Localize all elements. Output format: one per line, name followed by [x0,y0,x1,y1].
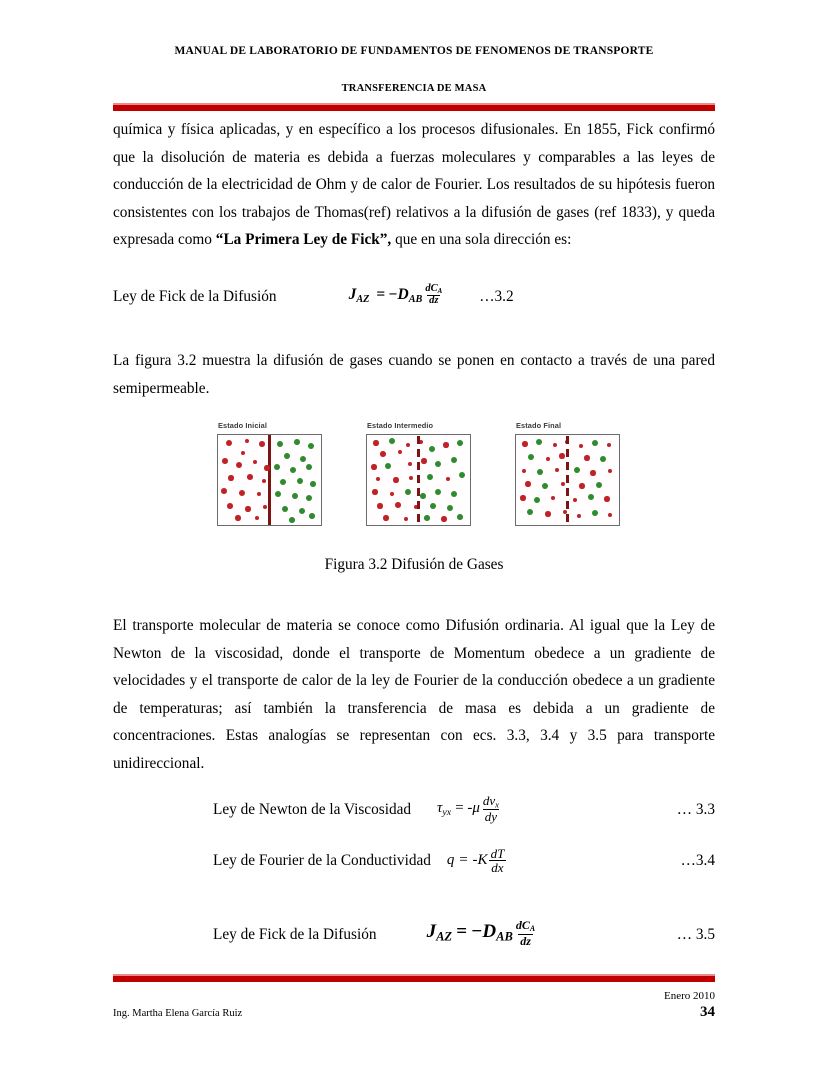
divider-dash [417,462,420,470]
equation-3-2-number: …3.2 [479,288,514,306]
figure-panel-1-divider [268,435,271,525]
particle-green [290,467,296,473]
divider-dash [566,501,569,509]
particle-green [292,493,298,499]
equation-row-3-2 [113,281,715,313]
particle-green [309,513,315,519]
particle-green [542,483,548,489]
particle-red [380,451,386,457]
figure-3-2 [113,420,715,535]
particle-red [264,465,269,470]
particle-red [525,481,530,486]
particle-green [300,456,306,462]
particle-red [226,440,232,446]
particle-green [282,506,288,512]
footer-page-number: 34 [700,1004,715,1020]
equation-row-3-4 [113,834,715,888]
particle-green [600,456,606,462]
equation-row-3-5 [113,908,715,962]
particle-green [435,461,441,467]
figure-panel-2-label: Estado Intermedio [367,421,434,430]
particle-green [592,510,598,516]
divider-dash [566,449,569,457]
particle-red [239,490,245,496]
particle-green [588,494,594,500]
equations-block [113,786,715,962]
particle-green [405,489,411,495]
particle-green [424,515,430,521]
paragraph-1-text-b: que en una sola dirección es: [391,231,572,249]
divider-dash [417,475,420,483]
document-body-lower [113,612,715,778]
particle-green [528,454,534,460]
divider-dash [566,514,569,522]
particle-red [393,477,398,482]
equation-3-2-expression: $J_{AZ} = -D_{AB}$ $\frac{dC_A}{dz}$ [348,283,443,307]
particle-green [457,514,463,520]
paragraph-3: El transporte molecular de materia se conoce como Difusión ordinaria. Al igual que la Ley de Newton de la viscosidad, donde el transporte de Momentum obedece a un gradiente de velocidades y el transporte de calor de la ley de Fourier de la conducción obedece a un gradiente de temperaturas; así también la transferencia de masa es debida a un gradiente de concentraciones. Estas analogías se representan con ecs. 3.3, 3.4 y 3.5 para transporte unidireccional. [113,617,715,772]
particle-green [451,491,457,497]
particle-green [430,503,436,509]
particle-green [596,482,602,488]
particle-red [590,470,595,475]
equation-3-5-label: Ley de Fick de la Difusión [213,926,377,944]
particle-green [527,509,533,515]
particle-red [373,440,378,445]
equation-3-3-label: Ley de Newton de la Viscosidad [213,801,412,819]
particle-red [395,502,401,508]
particle-green [310,481,316,487]
particle-green [574,467,580,473]
divider-dash [566,436,569,444]
particle-red [545,511,550,516]
divider-dash [566,462,569,470]
footer-author: Ing. Martha Elena García Ruiz [113,1008,243,1019]
particle-red [259,441,265,447]
particle-green [306,495,312,501]
equation-3-5-expression: $J_{AZ} = -D_{AB}$ $\frac{dC_A}{dz}$ [426,918,536,948]
particle-green [294,439,300,445]
particle-green [451,457,457,463]
particle-red [383,515,388,520]
divider-dash [417,488,420,496]
particle-green [435,489,441,495]
particle-green [420,493,426,499]
particle-red [520,495,525,500]
divider-dash [566,488,569,496]
particle-green [280,479,286,485]
particle-red [247,474,253,480]
divider-dash [566,475,569,483]
particle-red [579,483,584,488]
particle-green [289,517,295,523]
paragraph-1 [113,116,715,254]
particle-red [421,458,426,463]
particle-green [447,505,453,511]
equation-3-3-expression: $\tau_{yx} = -\mu$ $\frac{dv_x}{dy}$ [437,792,499,824]
equation-row-3-3 [113,786,715,834]
header-rule [113,103,715,111]
divider-dash [417,514,420,522]
header-line-2: TRANSFERENCIA DE MASA [341,83,487,94]
particle-red [235,515,240,520]
particle-red [228,475,233,480]
particle-green [534,497,540,503]
paragraph-2: La figura 3.2 muestra la difusión de gases cuando se ponen en contacto a través de una pared semipermeable. [113,352,715,398]
footer-rule [113,974,715,982]
particle-red [443,442,448,447]
figure-panel-1-label: Estado Inicial [218,421,268,430]
footer-date: Enero 2010 [663,990,715,1002]
particle-green [457,440,463,446]
particle-red [236,462,242,468]
divider-dash [417,449,420,457]
particle-red [584,455,589,460]
particle-red [441,516,446,521]
footer-meta [664,990,715,1021]
document-body [113,116,715,403]
particle-red [221,488,227,494]
divider-dash [417,501,420,509]
particle-red [522,441,527,446]
equation-3-4-label: Ley de Fourier de la Conductividad [213,852,431,870]
particle-red [604,496,609,501]
divider-dash [417,436,420,444]
particle-red [245,506,250,511]
equation-3-4-expression: q = -K $\frac{dT}{dx}$ [446,846,505,876]
figure-caption: Figura 3.2 Difusión de Gases [324,556,504,573]
equation-3-4-number: …3.4 [680,852,715,870]
paragraph-1-bold: “La Primera Ley de Fick”, [215,231,392,249]
particle-red [222,458,228,464]
particle-green [537,469,543,475]
particle-red [227,503,233,509]
particle-green [427,474,433,480]
particle-red [371,464,376,469]
header-line-1: MANUAL DE LABORATORIO DE FUNDAMENTOS DE FENOMENOS DE TRANSPORTE [174,45,654,57]
paragraph-1-text-a: química y física aplicadas, y en específico a los procesos difusionales. En 1855, Fick confirmó que la disolución de materia es debida a fuerzas moleculares y comparables a las leyes de conducción de la electricidad de Ohm y de calor de Fourier. Los resultados de su hipótesis fueron consistentes con los trabajos de Thomas(ref) relativos a la difusión de gases (ref 1833), y queda expresada como [113,121,715,249]
particle-green [592,440,598,446]
particle-green [459,472,465,478]
particle-green [429,446,435,452]
equation-3-3-number: … 3.3 [676,801,715,819]
particle-red [372,489,377,494]
equation-3-5-number: … 3.5 [676,926,715,944]
particle-red [559,453,564,458]
particle-red [377,503,382,508]
equation-3-2-label: Ley de Fick de la Difusión [113,288,277,306]
figure-panel-3-label: Estado Final [516,421,562,430]
